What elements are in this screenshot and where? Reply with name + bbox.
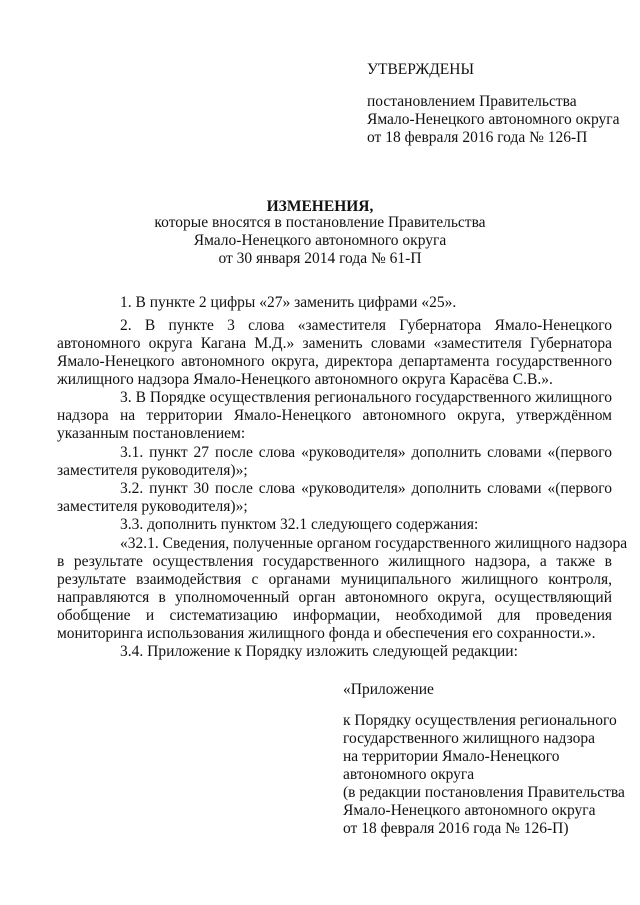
approval-line: постановлением Правительства (367, 93, 577, 110)
body-paragraph: 3.1. пункт 27 после слова «руководителя» дополнить словами «(первого (120, 444, 612, 461)
body-paragraph: 2. В пункте 3 слова «заместителя Губернатора Ямало-Ненецкого (120, 317, 612, 334)
heading-line: которые вносятся в постановление Правительства (154, 214, 486, 231)
body-line: указанным постановлением: (57, 425, 246, 442)
approval-line: от 18 февраля 2016 года № 126-П (367, 129, 588, 146)
body-paragraph: 3. В Порядке осуществления регионального государственного жилищного (120, 389, 612, 406)
body-line: направляются в уполномоченный орган автономного округа, осуществляющий (57, 589, 612, 606)
body-line: обобщение и систематизацию информации, необходимой для проведения (57, 607, 612, 624)
body-line: жилищного надзора Ямало-Ненецкого автономного округа Карасёва С.В.». (57, 371, 553, 388)
appendix-line: от 18 февраля 2016 года № 126-П) (343, 820, 569, 837)
body-line: заместителя руководителя)»; (57, 498, 248, 515)
appendix-title: «Приложение (343, 681, 434, 698)
document-heading: ИЗМЕНЕНИЯ, (266, 198, 374, 215)
body-line: результате взаимодействия с органами муниципального жилищного контроля, (57, 571, 612, 588)
body-line: надзора на территории Ямало-Ненецкого автономного округа, утверждённом (57, 407, 612, 424)
body-paragraph: 3.4. Приложение к Порядку изложить следующей редакции: (120, 643, 518, 660)
appendix-line: Ямало-Ненецкого автономного округа (343, 802, 596, 819)
approval-line: Ямало-Ненецкого автономного округа (367, 111, 620, 128)
body-line: в результате осуществления государственного жилищного надзора, а также в (57, 553, 612, 570)
body-line: Ямало-Ненецкого автономного округа, директора департамента государственного (57, 353, 612, 370)
appendix-line: к Порядку осуществления регионального (343, 712, 617, 729)
body-line: мониторинга использования жилищного фонда и обеспечения его сохранности.». (57, 625, 596, 642)
appendix-line: на территории Ямало-Ненецкого (343, 748, 560, 765)
approval-title: УТВЕРЖДЕНЫ (367, 61, 474, 78)
body-paragraph: «32.1. Сведения, полученные органом государственного жилищного надзора (120, 535, 628, 552)
body-line: заместителя руководителя)»; (57, 462, 248, 479)
body-paragraph: 3.3. дополнить пунктом 32.1 следующего содержания: (120, 516, 479, 533)
appendix-line: государственного жилищного надзора (343, 730, 596, 747)
appendix-line: автономного округа (343, 766, 475, 783)
appendix-line: (в редакции постановления Правительства (343, 784, 625, 801)
heading-line: Ямало-Ненецкого автономного округа (193, 232, 447, 249)
heading-line: от 30 января 2014 года № 61-П (218, 250, 422, 267)
body-paragraph: 1. В пункте 2 цифры «27» заменить цифрами «25». (120, 294, 457, 311)
body-line: автономного округа Кагана М.Д.» заменить словами «заместителя Губернатора (57, 335, 612, 352)
body-paragraph: 3.2. пункт 30 после слова «руководителя» дополнить словами «(первого (120, 480, 612, 497)
